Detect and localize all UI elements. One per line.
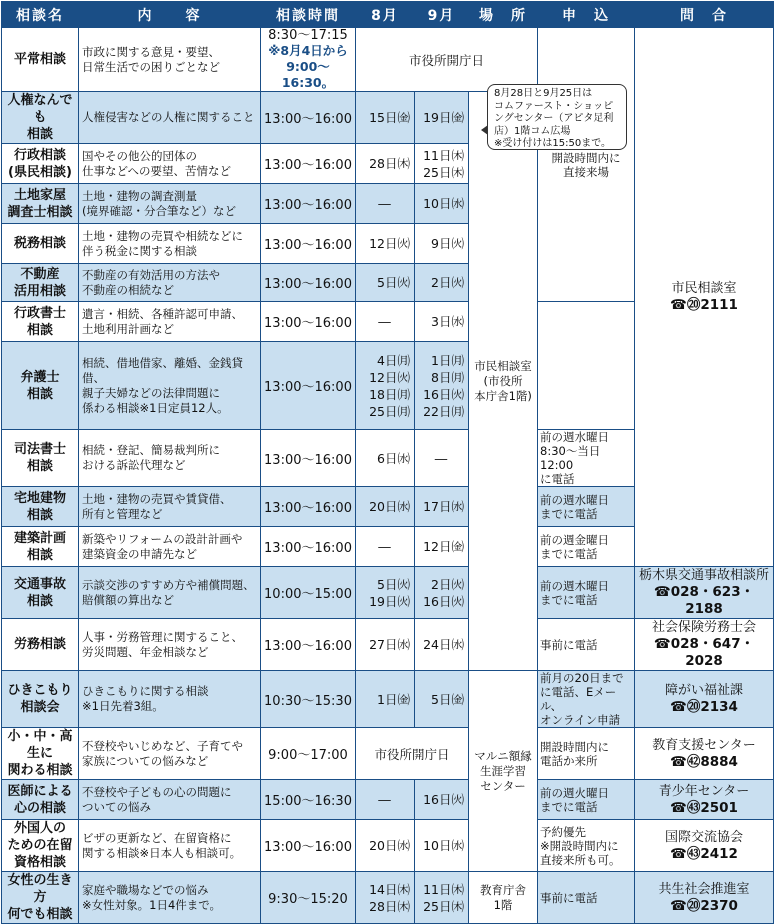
row-name: 労務相談 <box>2 619 79 671</box>
header-content: 内 容 <box>79 2 261 28</box>
contact-gender <box>635 872 774 924</box>
row-time: 9:00〜17:00 <box>261 728 356 780</box>
row-name: 司法書士 相談 <box>2 430 79 487</box>
row-sep: 19日㈮ <box>415 92 469 144</box>
row-desc: 相続・登記、簡易裁判所に おける訴訟代理など <box>79 430 261 487</box>
row-time: 13:00〜16:00 <box>261 430 356 487</box>
row-desc: 人権侵害などの人権に関すること <box>79 92 261 144</box>
apply-hikikomori: 前月の20日まで に電話、Eメール、 オンライン申請 <box>538 671 635 728</box>
row-sep: 1日㈪ 8日㈪ 16日㈫ 22日㈪ <box>415 342 469 430</box>
row-desc: 人事・労務管理に関すること、 労災問題、年金相談など <box>79 619 261 671</box>
row-days-merged: 市役所開庁日 <box>356 28 538 92</box>
row-desc: 相続、借地借家、離婚、金銭貸借、 親子夫婦などの法律問題に 係わる相談※1日定員12人。 <box>79 342 261 430</box>
row-sep: 16日㈫ <box>415 780 469 820</box>
row-sep: 12日㈮ <box>415 527 469 567</box>
table-row <box>2 619 774 671</box>
row-sep: 11日㈭ 25日㈭ <box>415 144 469 184</box>
apply-labor: 事前に電話 <box>538 619 635 671</box>
table-row <box>2 872 774 924</box>
row-time: 10:00〜15:00 <box>261 567 356 619</box>
contact-youth-tel: ☎㊸2501 <box>670 799 738 816</box>
row-aug: ― <box>356 184 415 224</box>
row-time: 10:30〜15:30 <box>261 671 356 728</box>
row-time: 13:00〜16:00 <box>261 487 356 527</box>
header-sep: 9月 <box>415 2 469 28</box>
row-aug: 6日㈬ <box>356 430 415 487</box>
contact-welfare-name: 障がい福祉課 <box>664 683 743 698</box>
row-desc: 土地・建物の売買や賃貸借、 所有と管理など <box>79 487 261 527</box>
contact-traffic-name: 栃木県交通事故相談所 <box>638 568 769 583</box>
row-name: 人権なんでも 相談 <box>2 92 79 144</box>
row-name: 税務相談 <box>2 224 79 264</box>
table-row <box>2 780 774 820</box>
contact-traffic <box>635 567 774 619</box>
row-desc: 遺言・相続、各種許認可申請、 土地利用計画など <box>79 302 261 342</box>
apply-judicial: 前の週水曜日 8:30〜当日12:00 に電話 <box>538 430 635 487</box>
row-sep: 10日㈬ <box>415 820 469 872</box>
apply-women: 事前に電話 <box>538 872 635 924</box>
table-row <box>2 567 774 619</box>
row-time: 13:00〜16:00 <box>261 184 356 224</box>
contact-gender-name: 共生社会推進室 <box>658 881 750 897</box>
row-aug: 5日㈫ 19日㈫ <box>356 567 415 619</box>
row-name: 医師による 心の相談 <box>2 780 79 820</box>
contact-city-name: 市民相談室 <box>671 281 737 296</box>
row-aug: 4日㈪ 12日㈫ 18日㈪ 25日㈪ <box>356 342 415 430</box>
row-desc: 不登校やいじめなど、子育てや 家族についての悩みなど <box>79 728 261 780</box>
row-desc: 不登校や子どもの心の問題に ついての悩み <box>79 780 261 820</box>
row-aug: 20日㈬ <box>356 820 415 872</box>
row-aug: ― <box>356 302 415 342</box>
row-desc: 家庭や職場などでの悩み ※女性対象。1日4件まで。 <box>79 872 261 924</box>
row-time <box>261 28 356 92</box>
row-time: 13:00〜16:00 <box>261 144 356 184</box>
row-sep: 17日㈬ <box>415 487 469 527</box>
contact-labor <box>635 619 774 671</box>
row-name: 外国人の ための在留 資格相談 <box>2 820 79 872</box>
row-name: 行政書士 相談 <box>2 302 79 342</box>
row-name: 宅地建物 相談 <box>2 487 79 527</box>
header-time: 相談時間 <box>261 2 356 28</box>
row-desc: ひきこもりに関する相談 ※1日先着3組。 <box>79 671 261 728</box>
table-row <box>2 820 774 872</box>
contact-city-tel: ☎⑳2111 <box>670 297 738 313</box>
contact-edu-tel: ☎㊷8884 <box>670 753 738 770</box>
row-name: ひきこもり 相談会 <box>2 671 79 728</box>
apply-fri_call: 前の週金曜日 までに電話 <box>538 527 635 567</box>
row-name: 女性の生き方 何でも相談 <box>2 872 79 924</box>
row-days-merged: 市役所開庁日 <box>356 728 469 780</box>
apply-student: 開設時間内に 電話か来所 <box>538 728 635 780</box>
row-aug: ― <box>356 780 415 820</box>
contact-welfare <box>635 671 774 728</box>
row-sep: 5日㈮ <box>415 671 469 728</box>
row-aug: 12日㈫ <box>356 224 415 264</box>
row-time: 13:00〜16:00 <box>261 92 356 144</box>
header-apply: 申 込 <box>538 2 635 28</box>
table-row <box>2 728 774 780</box>
apply-empty <box>538 302 635 430</box>
schedule-table <box>1 1 774 924</box>
row-desc: 不動産の有効活用の方法や 不動産の相続など <box>79 264 261 302</box>
contact-gender-tel: ☎⑳2370 <box>670 897 738 914</box>
header-place: 場 所 <box>469 2 538 28</box>
row-name: 行政相談 (県民相談) <box>2 144 79 184</box>
row-aug: 5日㈫ <box>356 264 415 302</box>
row-aug: 14日㈭ 28日㈭ <box>356 872 415 924</box>
row-desc: 土地・建物の売買や相続などに 伴う税金に関する相談 <box>79 224 261 264</box>
row-aug: 28日㈭ <box>356 144 415 184</box>
row-name: 建築計画 相談 <box>2 527 79 567</box>
row-sep: 11日㈭ 25日㈭ <box>415 872 469 924</box>
contact-intl-tel: ☎㊸2412 <box>670 845 738 862</box>
place-education: 教育庁舎 1階 <box>469 872 538 924</box>
row-time: 13:00〜16:00 <box>261 302 356 342</box>
row-desc: ビザの更新など、在留資格に 関する相談※日本人も相談可。 <box>79 820 261 872</box>
row-sep: 3日㈬ <box>415 302 469 342</box>
row-desc: 新築やリフォームの設計計画や 建築資金の申請先など <box>79 527 261 567</box>
row-sep: 2日㈫ <box>415 264 469 302</box>
contact-welfare-tel: ☎⑳2134 <box>670 699 738 715</box>
row-name: 交通事故 相談 <box>2 567 79 619</box>
row-sep: 2日㈫ 16日㈫ <box>415 567 469 619</box>
apply-wed_call: 前の週水曜日 までに電話 <box>538 487 635 527</box>
row-desc: 市政に関する意見・要望、 日常生活での困りごとなど <box>79 28 261 92</box>
row-time: 13:00〜16:00 <box>261 820 356 872</box>
row-desc: 示談交渉のすすめ方や補償問題、 賠償額の算出など <box>79 567 261 619</box>
row-aug: ― <box>356 527 415 567</box>
row-name: 弁護士 相談 <box>2 342 79 430</box>
contact-labor-name: 社会保険労務士会 <box>651 620 756 635</box>
row-time: 13:00〜16:00 <box>261 342 356 430</box>
row-name: 不動産 活用相談 <box>2 264 79 302</box>
row-aug: 27日㈬ <box>356 619 415 671</box>
header-contact: 問 合 <box>635 2 774 28</box>
row-desc: 国やその他公的団体の 仕事などへの要望、苦情など <box>79 144 261 184</box>
apply-doctor: 前の週火曜日 までに電話 <box>538 780 635 820</box>
contact-edu-name: 教育支援センター <box>652 737 756 753</box>
row-time: 13:00〜16:00 <box>261 619 356 671</box>
row-sep: 9日㈫ <box>415 224 469 264</box>
row-aug: 1日㈮ <box>356 671 415 728</box>
row-time: 9:30〜15:20 <box>261 872 356 924</box>
contact-youth-name: 青少年センター <box>658 783 750 799</box>
contact-traffic-tel: ☎028・623・2188 <box>653 584 755 617</box>
contact-intl-name: 国際交流協会 <box>664 829 743 845</box>
header-name: 相談名 <box>2 2 79 28</box>
row-time: 15:00〜16:30 <box>261 780 356 820</box>
header-row <box>2 2 774 28</box>
contact-youth <box>635 780 774 820</box>
place-marunii: マルニ額縁 生涯学習 センター <box>469 671 538 872</box>
place-city-hall: 市民相談室 (市役所 本庁舎1階) <box>469 92 538 671</box>
contact-edu <box>635 728 774 780</box>
contact-intl <box>635 820 774 872</box>
apply-traffic: 前の週木曜日 までに電話 <box>538 567 635 619</box>
table-row <box>2 671 774 728</box>
row-aug: 15日㈮ <box>356 92 415 144</box>
apply-walkin: 開設時間内に 直接来場 <box>538 28 635 302</box>
contact-labor-tel: ☎028・647・2028 <box>653 636 755 669</box>
table-row <box>2 28 774 92</box>
row-sep: ― <box>415 430 469 487</box>
row-name: 土地家屋 調査士相談 <box>2 184 79 224</box>
contact-city <box>635 28 774 567</box>
row-name: 小・中・高生に 関わる相談 <box>2 728 79 780</box>
callout-note: 8月28日と9月25日は コムファースト・ショッピングセンター（アピタ足利店）1階コム広場 ※受け付けは15:50まで。 <box>487 84 627 150</box>
header-aug: 8月 <box>356 2 415 28</box>
row-sep: 10日㈬ <box>415 184 469 224</box>
row-aug: 20日㈬ <box>356 487 415 527</box>
row-name: 平常相談 <box>2 28 79 92</box>
row-time: 13:00〜16:00 <box>261 224 356 264</box>
row-time: 13:00〜16:00 <box>261 527 356 567</box>
row-time-note: ※8月4日から 9:00〜16:30。 <box>268 43 348 90</box>
row-time-value: 8:30〜17:15 <box>268 28 348 43</box>
apply-foreign: 予約優先 ※開設時間内に 直接来所も可。 <box>538 820 635 872</box>
row-time: 13:00〜16:00 <box>261 264 356 302</box>
row-sep: 24日㈬ <box>415 619 469 671</box>
row-desc: 土地・建物の調査測量 (境界確認・分合筆など）など <box>79 184 261 224</box>
